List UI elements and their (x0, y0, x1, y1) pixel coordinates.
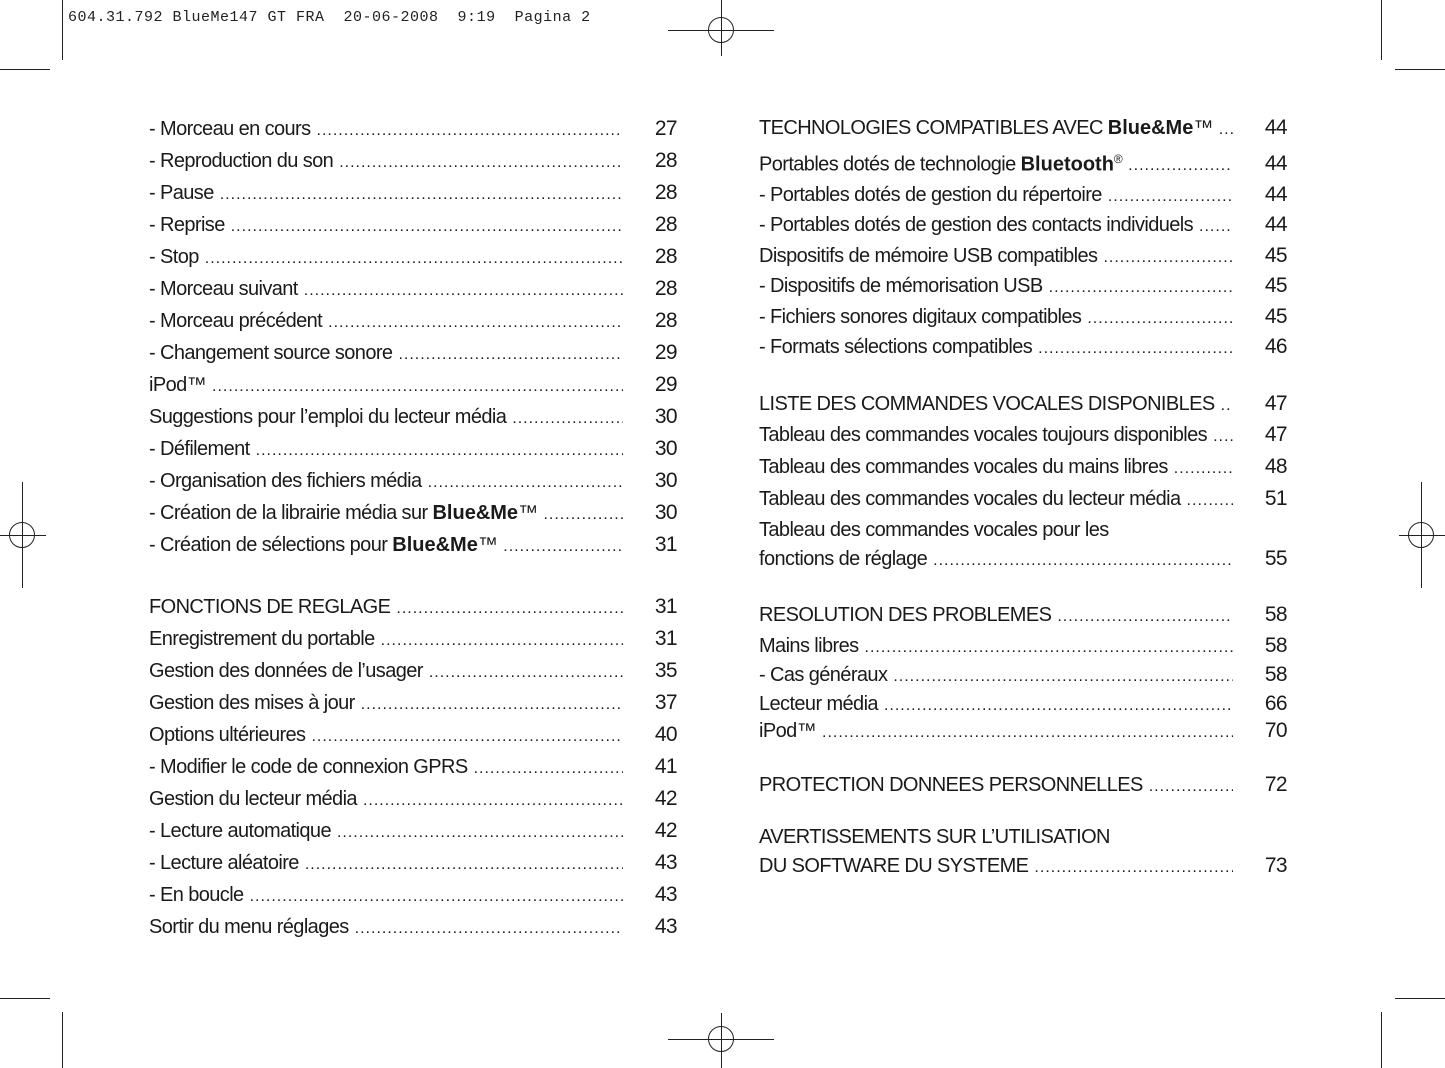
toc-entry: Suggestions pour l’emploi du lecteur média ..... 30 (149, 402, 677, 434)
toc-entry: fonctions de réglage ..... 55 (759, 545, 1287, 576)
toc-entry: - Défilement ..... 30 (149, 434, 677, 466)
toc-entry: - Reprise ..... 28 (149, 210, 677, 242)
toc-section-heading: PROTECTION DONNEES PERSONNELLES ..... 72 (759, 771, 1287, 802)
toc-section-heading: FONCTIONS DE REGLAGE ..... 31 (149, 592, 677, 624)
toc-entry: - En boucle ..... 43 (149, 880, 677, 912)
toc-entry: - Morceau précédent ..... 28 (149, 306, 677, 338)
registration-circle (9, 522, 35, 548)
toc-entry: - Modifier le code de connexion GPRS ..... 41 (149, 752, 677, 784)
toc-entry: - Création de la librairie média sur Blue&Me™ ..... 30 (149, 498, 677, 530)
toc-entry: - Changement source sonore ..... 29 (149, 338, 677, 370)
toc-entry: Dispositifs de mémoire USB compatibles ..... 45 (759, 242, 1287, 273)
registration-circle (708, 1026, 734, 1052)
toc-entry: - Pause ..... 28 (149, 178, 677, 210)
toc-entry: - Formats sélections compatibles ..... 46 (759, 333, 1287, 364)
crop-mark (1381, 1012, 1382, 1068)
toc-entry: Mains libres ..... 58 (759, 632, 1287, 661)
crop-mark (1395, 69, 1445, 70)
toc-column-left (149, 114, 677, 944)
toc-entry: - Organisation des fichiers média ..... 30 (149, 466, 677, 498)
toc-section-heading: DU SOFTWARE DU SYSTEME ..... 73 (759, 852, 1287, 883)
toc-entry: - Portables dotés de gestion des contacts individuels ..... 44 (759, 211, 1287, 242)
toc-section-heading-line: AVERTISSEMENTS SUR L’UTILISATION (759, 826, 1110, 849)
registration-circle (708, 17, 734, 43)
brand-name: Blue&Me (392, 534, 478, 556)
crop-mark (1381, 0, 1382, 60)
toc-section-heading: RESOLUTION DES PROBLEMES ..... 58 (759, 601, 1287, 632)
toc-entry: Tableau des commandes vocales toujours disponibles ..... 47 (759, 420, 1287, 452)
toc-entry: - Reproduction du son ..... 28 (149, 146, 677, 178)
toc-entry: Gestion des données de l’usager ..... 35 (149, 656, 677, 688)
toc-entry: - Portables dotés de gestion du répertoire ..... 44 (759, 181, 1287, 212)
toc-entry: Tableau des commandes vocales du lecteur média ..... 51 (759, 484, 1287, 516)
toc-entry: iPod™ ..... 29 (149, 370, 677, 402)
toc-entry-line: Tableau des commandes vocales pour les (759, 519, 1109, 542)
toc-entry: Tableau des commandes vocales du mains libres ..... 48 (759, 452, 1287, 484)
toc-entry: Lecteur média ..... 66 (759, 690, 1287, 719)
brand-name: Blue&Me (1107, 117, 1194, 139)
crop-mark (1395, 998, 1445, 999)
toc-entry: iPod™ ..... 70 (759, 719, 1287, 745)
toc-column-right (759, 114, 1287, 882)
toc-entry: - Lecture aléatoire ..... 43 (149, 848, 677, 880)
toc-section-heading: LISTE DES COMMANDES VOCALES DISPONIBLES ..... 47 (759, 390, 1287, 421)
crop-mark (0, 69, 50, 70)
toc-entry: - Stop ..... 28 (149, 242, 677, 274)
toc-section-heading: TECHNOLOGIES COMPATIBLES AVEC Blue&Me™ ..... 44 (759, 114, 1287, 145)
crop-mark (62, 0, 63, 60)
toc-entry: Gestion des mises à jour ..... 37 (149, 688, 677, 720)
toc-entry: Options ultérieures ..... 40 (149, 720, 677, 752)
toc-entry: Portables dotés de technologie Bluetooth® ..... 44 (759, 145, 1287, 181)
toc-entry: Enregistrement du portable ..... 31 (149, 624, 677, 656)
toc-entry: - Morceau suivant ..... 28 (149, 274, 677, 306)
crop-mark (62, 1012, 63, 1068)
toc-entry: - Lecture automatique ..... 42 (149, 816, 677, 848)
brand-name: Bluetooth (1020, 153, 1114, 176)
toc-entry: - Création de sélections pour Blue&Me™ ..... 31 (149, 530, 677, 562)
toc-entry: - Cas généraux ..... 58 (759, 661, 1287, 690)
toc-entry: Gestion du lecteur média ..... 42 (149, 784, 677, 816)
print-slug: 604.31.792 BlueMe147 GT FRA 20-06-2008 9:19 Pagina 2 (68, 9, 591, 26)
registration-circle (1408, 522, 1434, 548)
toc-entry: Sortir du menu réglages ..... 43 (149, 912, 677, 944)
toc-entry: - Fichiers sonores digitaux compatibles ..... 45 (759, 303, 1287, 334)
brand-name: Blue&Me (432, 502, 519, 524)
toc-entry: - Dispositifs de mémorisation USB ..... 45 (759, 272, 1287, 303)
crop-mark (0, 998, 50, 999)
toc-entry: - Morceau en cours ..... 27 (149, 114, 677, 146)
